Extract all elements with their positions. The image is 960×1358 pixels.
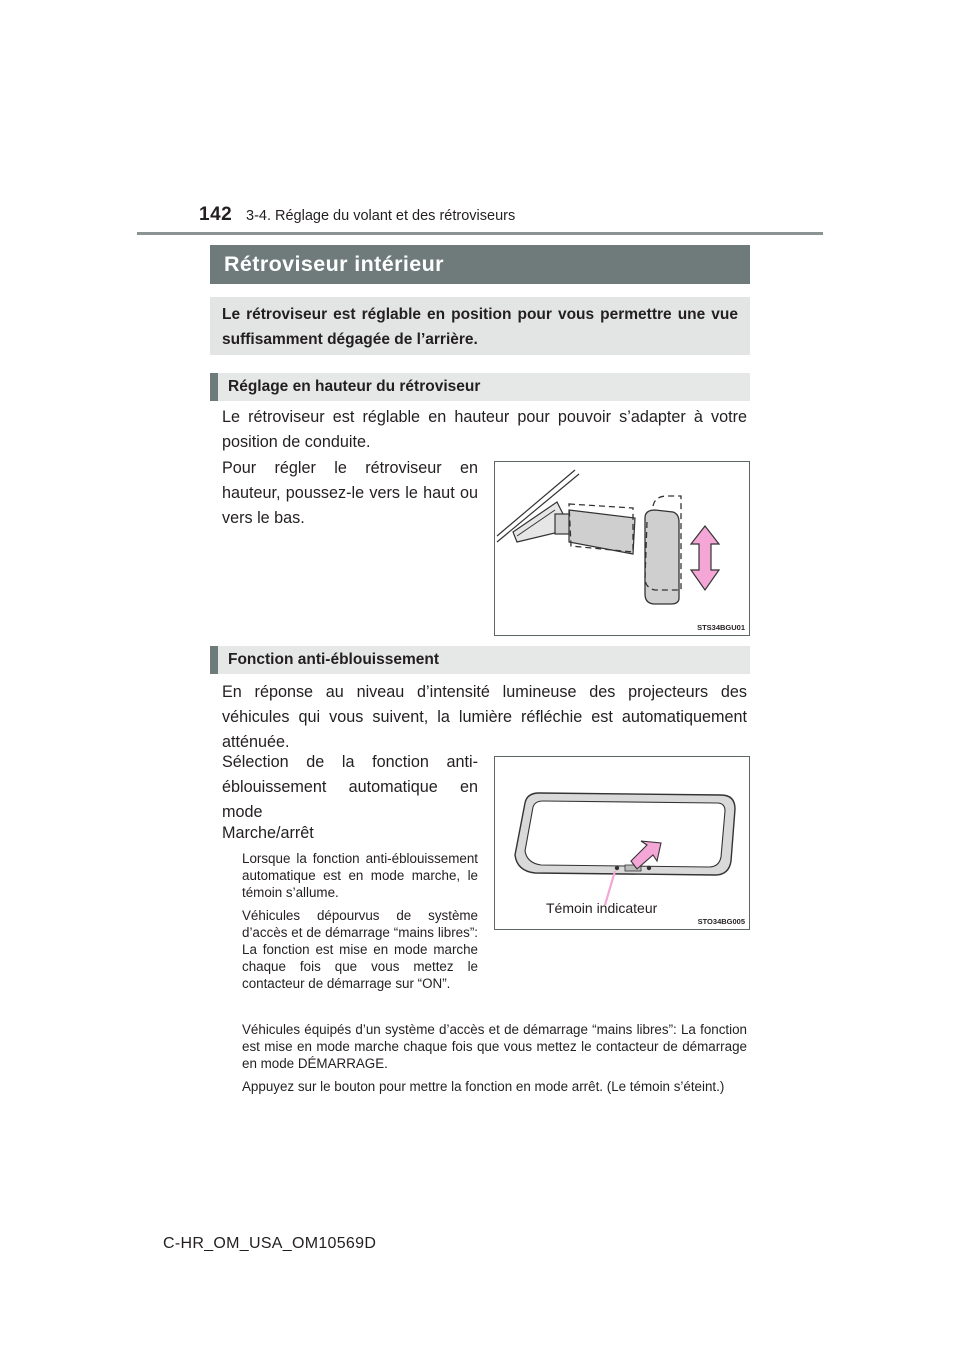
breadcrumb: 3-4. Réglage du volant et des rétroviseurs [246, 208, 516, 224]
figure-code: STO34BG005 [697, 917, 745, 926]
indicator-label: Témoin indicateur [546, 900, 658, 916]
note-indicator-on: Lorsque la fonction anti-éblouissement automatique est en mode marche, le témoin s’allume. [242, 851, 478, 900]
section-heading-height-adjust: Réglage en hauteur du rétroviseur [210, 373, 750, 401]
section-heading-anti-glare: Fonction anti-éblouissement [210, 646, 750, 674]
note-turn-off: Appuyez sur le bouton pour mettre la fonction en mode arrêt. (Le témoin s’éteint.) [242, 1079, 725, 1095]
page-title: Rétroviseur intérieur [210, 245, 750, 284]
intro-box: Le rétroviseur est réglable en position pour vous permettre une vue suffisamment dégagée de l’arrière. [210, 297, 750, 355]
mirror-height-illustration [495, 462, 749, 635]
anti-glare-figure [494, 756, 750, 930]
notes-narrow [242, 851, 478, 999]
section1-paragraph-2: Pour régler le rétroviseur en hauteur, poussez-le vers le haut ou vers le bas. [222, 459, 478, 527]
figure-code: STS34BGU01 [697, 623, 745, 632]
section2-paragraph-3: Marche/arrêt [222, 824, 314, 842]
section2-paragraph-1: En réponse au niveau d’intensité lumineuse des projecteurs des véhicules qui vous suivent, la lumière réfléchie est automatiquement atténuée. [222, 683, 747, 751]
section1-paragraph-1: Le rétroviseur est réglable en hauteur pour pouvoir s’adapter à votre position de conduite. [222, 408, 747, 451]
note-without-smart-key: Véhicules dépourvus de système d’accès et de démarrage “mains libres”: La fonction est mise en mode marche chaque fois que vous mettez le contacteur de démarrage sur “ON”. [242, 908, 478, 991]
header-rule [137, 232, 823, 235]
footer-document-code: C-HR_OM_USA_OM10569D [163, 1235, 377, 1252]
note-with-smart-key: Véhicules équipés d’un système d’accès et de démarrage “mains libres”: La fonction est mise en mode marche chaque fois que vous mettez le contacteur de démarrage en mode DÉMARRAGE. [242, 1022, 747, 1071]
section2-paragraph-2: Sélection de la fonction anti-éblouissement automatique en mode [222, 753, 478, 821]
mirror-height-figure [494, 461, 750, 636]
notes-wide [242, 1022, 747, 1103]
page-number: 142 [199, 204, 233, 225]
